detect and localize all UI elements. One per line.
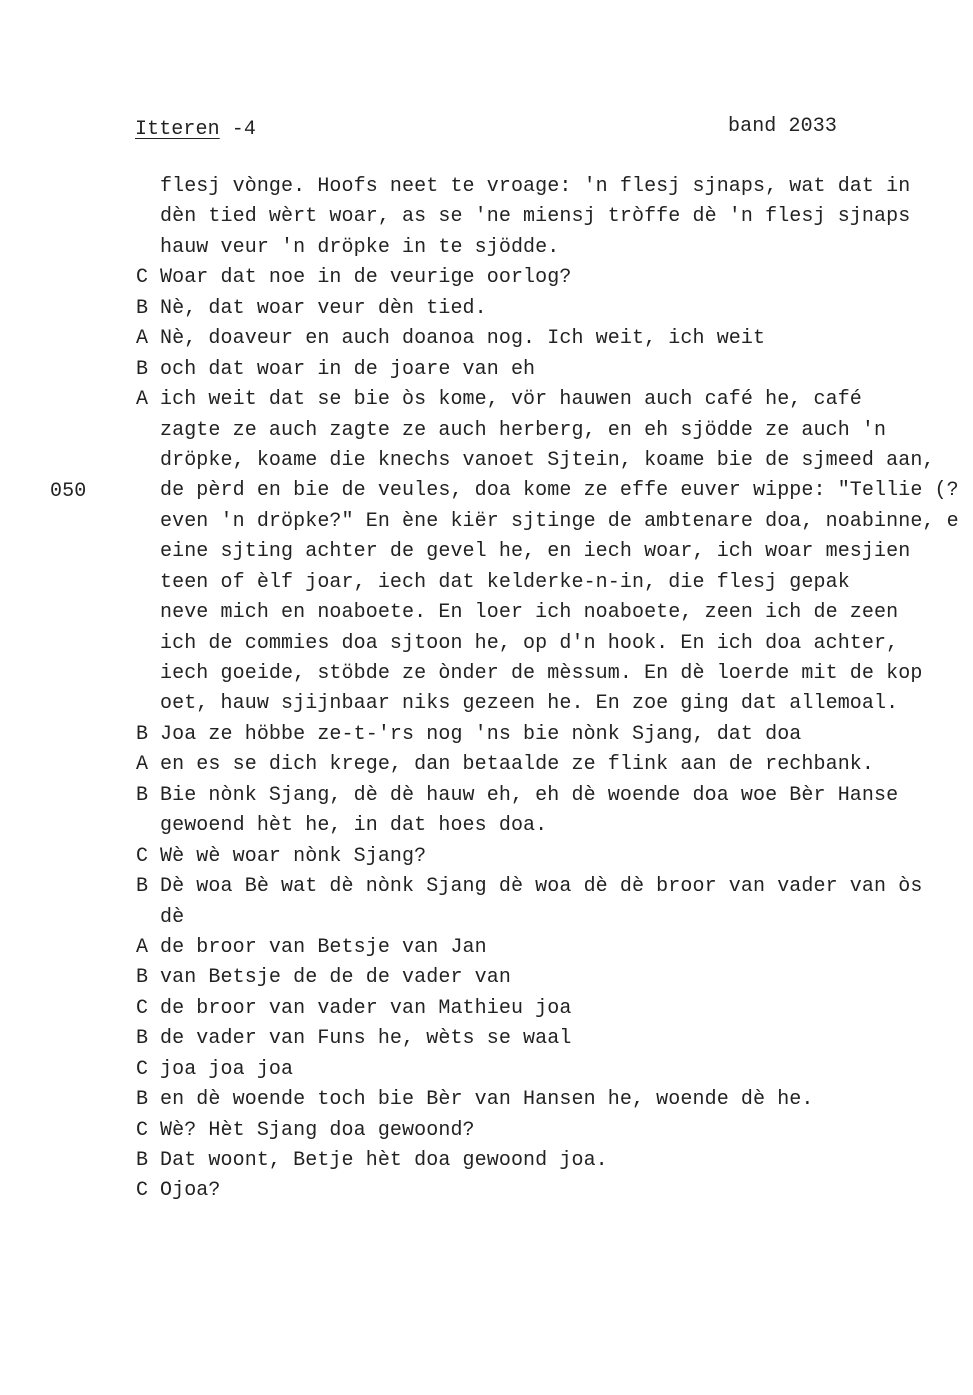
speaker-label: A (136, 753, 149, 777)
line-text: Wè wè woar nònk Sjang? (160, 844, 427, 868)
transcript-line (136, 994, 966, 1024)
line-text: en dè woende toch bie Bèr van Hansen he, woende dè he. (160, 1088, 814, 1112)
transcript-line (136, 750, 966, 780)
transcript-line (136, 1176, 966, 1206)
line-text: gewoend hèt he, in dat hoes doa. (160, 814, 548, 838)
speaker-label: B (136, 1027, 149, 1051)
speaker-label: A (136, 935, 149, 959)
line-text: even 'n dröpke?" En ène kiër sjtinge de ambtenare doa, noabinne, e (160, 509, 959, 533)
line-text: en es se dich krege, dan betaalde ze flink aan de rechbank. (160, 753, 875, 777)
speaker-indent (136, 233, 160, 263)
speaker-label: C (136, 1057, 149, 1081)
transcript (136, 172, 966, 1207)
speaker-label: C (136, 1118, 149, 1142)
location-title: Itteren (135, 118, 220, 141)
margin-counter: 050 (50, 479, 87, 503)
transcript-line (136, 568, 966, 598)
transcript-line (136, 1055, 966, 1085)
transcript-line (136, 1085, 966, 1115)
transcript-line (136, 842, 966, 872)
line-text: Nè, dat woar veur dèn tied. (160, 296, 487, 320)
speaker-label: B (136, 875, 149, 899)
speaker-label: B (136, 722, 149, 746)
line-text: de broor van vader van Mathieu joa (160, 996, 572, 1020)
speaker-label: C (136, 996, 149, 1020)
speaker-indent (136, 568, 160, 598)
transcript-line (136, 720, 966, 750)
transcript-line (136, 537, 966, 567)
line-text: Wè? Hèt Sjang doa gewoond? (160, 1118, 475, 1142)
transcript-line (136, 385, 966, 415)
transcript-line (136, 416, 966, 446)
speaker-label: C (136, 266, 149, 290)
transcript-line (136, 903, 966, 933)
transcript-line (136, 476, 966, 506)
speaker-indent (136, 202, 160, 232)
line-text: ich de commies doa sjtoon he, op d'n hook. En ich doa achter, (160, 631, 899, 655)
line-text: zagte ze auch zagte ze auch herberg, en eh sjödde ze auch 'n (160, 418, 887, 442)
line-text: dèn tied wèrt woar, as se 'ne miensj tròffe dè 'n flesj sjnaps (160, 205, 911, 229)
line-text: de vader van Funs he, wèts se waal (160, 1027, 572, 1051)
transcript-line (136, 233, 966, 263)
line-text: eine sjting achter de gevel he, en iech woar, ich woar mesjien (160, 540, 911, 564)
line-text: de broor van Betsje van Jan (160, 935, 487, 959)
line-text: Ojoa? (160, 1179, 221, 1203)
speaker-label: B (136, 1149, 149, 1172)
speaker-label: B (136, 357, 149, 381)
transcript-line (136, 1146, 966, 1176)
speaker-label: C (136, 1179, 149, 1203)
speaker-indent (136, 811, 160, 841)
transcript-line (136, 202, 966, 232)
line-text: teen of èlf joar, iech dat kelderke-n-in, die flesj gepak (160, 570, 850, 594)
line-text: iech goeide, stöbde ze ònder de mèssum. En dè loerde mit de kop (160, 662, 923, 685)
line-text: hauw veur 'n dröpke in te sjödde. (160, 235, 560, 259)
transcript-line (136, 1024, 966, 1054)
transcript-line (136, 598, 966, 628)
transcript-line (136, 963, 966, 993)
transcript-line (136, 659, 966, 689)
speaker-indent (136, 659, 160, 689)
line-text: dè (160, 905, 185, 929)
line-text: Joa ze höbbe ze-t-'rs nog 'ns bie nònk Sjang, dat doa (160, 722, 802, 746)
line-text: ich weit dat se bie òs kome, vör hauwen auch café he, café (160, 388, 862, 412)
line-text: joa joa joa (160, 1057, 294, 1081)
transcript-line (136, 689, 966, 719)
speaker-label: B (136, 966, 149, 990)
speaker-indent (136, 446, 160, 476)
line-text: Dat woont, Betje hèt doa gewoond joa. (160, 1149, 608, 1172)
speaker-label: B (136, 296, 149, 320)
speaker-indent (136, 172, 160, 202)
speaker-indent (136, 629, 160, 659)
transcript-line (136, 507, 966, 537)
line-text: Nè, doaveur en auch doanoa nog. Ich weit, ich weit (160, 327, 766, 351)
transcript-line (136, 446, 966, 476)
speaker-label: B (136, 1088, 149, 1112)
transcript-line (136, 294, 966, 324)
line-text: flesj vònge. Hoofs neet te vroage: 'n flesj sjnaps, wat dat in (160, 175, 911, 198)
speaker-label: A (136, 327, 149, 351)
speaker-label: B (136, 783, 149, 807)
speaker-indent (136, 507, 160, 537)
transcript-line (136, 872, 966, 902)
transcript-line (136, 355, 966, 385)
line-text: van Betsje de de de vader van (160, 966, 511, 990)
line-text: dröpke, koame die knechs vanoet Sjtein, koame bie de sjmeed aan, (160, 448, 935, 472)
line-text: och dat woar in de joare van eh (160, 357, 536, 381)
speaker-label: A (136, 388, 149, 412)
transcript-line (136, 629, 966, 659)
line-text: Woar dat noe in de veurige oorlog? (160, 266, 572, 290)
speaker-indent (136, 903, 160, 933)
line-text: Bie nònk Sjang, dè dè hauw eh, eh dè woende doa woe Bèr Hanse (160, 783, 899, 807)
page-header (135, 115, 256, 145)
transcript-line (136, 1116, 966, 1146)
speaker-indent (136, 598, 160, 628)
transcript-line (136, 263, 966, 293)
speaker-label: C (136, 844, 149, 868)
line-text: oet, hauw sjijnbaar niks gezeen he. En zoe ging dat allemoal. (160, 692, 899, 716)
speaker-indent (136, 476, 160, 506)
speaker-indent (136, 537, 160, 567)
transcript-line (136, 781, 966, 811)
transcript-line (136, 324, 966, 354)
tape-reference: band 2033 (728, 115, 837, 138)
line-text: Dè woa Bè wat dè nònk Sjang dè woa dè dè broor van vader van òs (160, 875, 923, 899)
line-text: neve mich en noaboete. En loer ich noaboete, zeen ich de zeen (160, 601, 899, 625)
transcript-line (136, 811, 966, 841)
transcript-line (136, 172, 966, 202)
page-number: -4 (231, 118, 256, 141)
transcript-line (136, 933, 966, 963)
speaker-indent (136, 689, 160, 719)
speaker-indent (136, 416, 160, 446)
line-text: de pèrd en bie de veules, doa kome ze effe euver wippe: "Tellie (? (160, 479, 959, 503)
